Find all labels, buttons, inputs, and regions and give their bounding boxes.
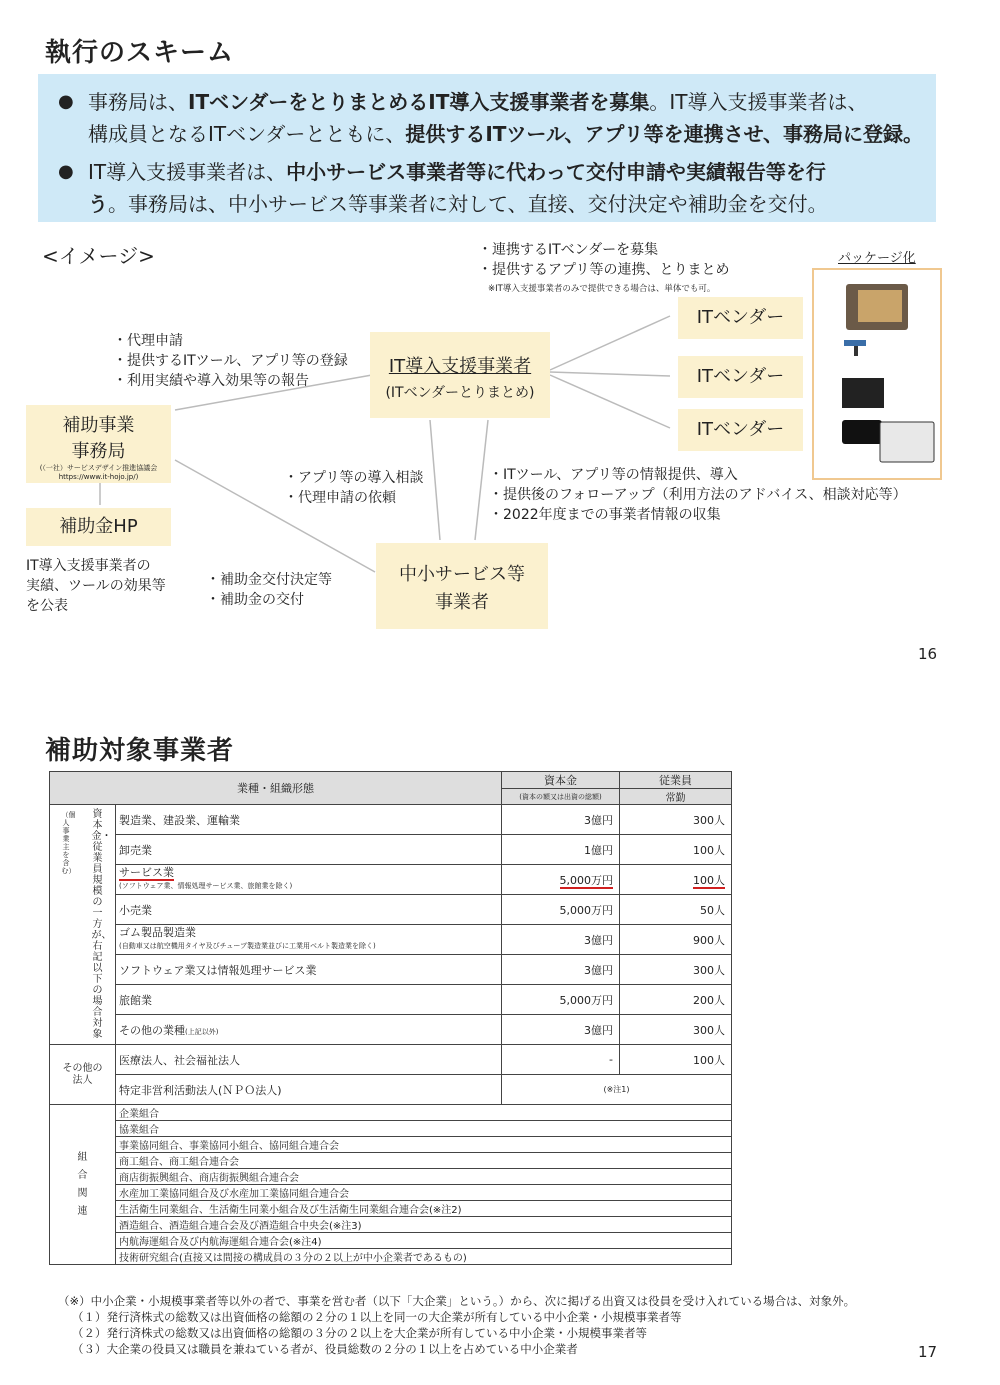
arrow-to-vendor-3: [550, 375, 670, 428]
arrow-support-sme-1: [430, 420, 440, 540]
footnote-1: （１）発行済株式の総数又は出資価格の総額の２分の１以上を同一の大企業が所有している中小企業・小規模事業者等: [72, 1310, 682, 1324]
bullet-2-part-3: 。事務局は、中小サービス等事業者に対して、直接、交付決定や補助金を交付。: [108, 192, 828, 216]
row-employees: 300人: [620, 955, 732, 985]
bullet-1-part-4: 提供するITツール、アプリ等を連携させ、事務局に登録。: [405, 122, 924, 146]
row-capital: 1億円: [502, 835, 620, 865]
row-capital: 5,000万円: [502, 895, 620, 925]
header-industry: 業種・組織形態: [50, 772, 502, 805]
row-cooperative: 企業組合: [116, 1105, 732, 1121]
bullet-1-part-1: ITベンダーをとりまとめるIT導入支援事業者を募集: [188, 90, 650, 114]
left-note-3: ・利用実績や導入効果等の報告: [113, 373, 309, 389]
support-provider-title: IT導入支援事業者: [388, 356, 532, 377]
row-medical: 医療法人、社会福祉法人: [116, 1045, 502, 1075]
arrow-support-sme-2: [475, 420, 488, 540]
row-industry: ゴム製品製造業 (自動車又は航空機用タイヤ及びチューブ製造業並びに工業用ベルト製造業を除く): [116, 925, 502, 955]
sme-line-2: 事業者: [435, 592, 489, 613]
header-capital: 資本金: [502, 772, 620, 789]
page-title-scheme: 執行のスキーム: [45, 38, 235, 68]
bullet-1-part-0: 事務局は、: [88, 90, 188, 114]
consult-note-1: ・アプリ等の導入相談: [284, 470, 424, 486]
grant-note-1: ・補助金交付決定等: [206, 572, 332, 588]
office-line-1: 補助事業: [62, 415, 135, 436]
row-cooperative: 協業組合: [116, 1121, 732, 1137]
support-provider-sub: (ITベンダーとりまとめ): [385, 385, 535, 401]
header-employees-sub: 常勤: [620, 789, 732, 805]
sme-line-1: 中小サービス等: [399, 564, 525, 585]
it-vendor-box-1: ITベンダー: [678, 297, 803, 339]
group-size-label: （個人事業主を含む） 資本金・従業員規模の一方が、右記以下の場合対象: [50, 805, 116, 1045]
row-industry: 製造業、建設業、運輸業: [116, 805, 502, 835]
footnote-2: （２）発行済株式の総数又は出資価格の総額の３分の２以上を大企業が所有している中小企業・小規模事業者等: [72, 1326, 647, 1340]
it-vendor-box-2: ITベンダー: [678, 356, 803, 398]
hp-note-1: IT導入支援事業者の: [26, 558, 151, 574]
row-capital: 3億円: [502, 925, 620, 955]
row-employees: 50人: [620, 895, 732, 925]
row-medical-capital: -: [502, 1045, 620, 1075]
image-label: <イメージ>: [42, 244, 155, 268]
row-industry: 卸売業: [116, 835, 502, 865]
office-line-2: 事務局: [71, 441, 126, 462]
row-cooperative: 生活衛生同業組合、生活衛生同業小組合及び生活衛生同業組合連合会(※注2): [116, 1201, 732, 1217]
row-capital: 5,000万円: [502, 985, 620, 1015]
row-industry: 小売業: [116, 895, 502, 925]
office-box: [26, 405, 171, 483]
eligibility-table: [49, 771, 732, 1265]
bullet-1-part-3: 構成員となるITベンダーとともに、: [88, 122, 406, 146]
header-capital-sub: (資本の額又は出資の総額): [502, 789, 620, 805]
it-vendor-box-3: ITベンダー: [678, 409, 803, 451]
row-cooperative: 技術研究組合(直接又は間接の構成員の３分の２以上が中小企業者であるもの): [116, 1249, 732, 1265]
row-employees: 100人: [620, 865, 732, 895]
row-medical-employees: 100人: [620, 1045, 732, 1075]
row-employees: 100人: [620, 835, 732, 865]
support-note-1: ・ITツール、アプリ等の情報提供、導入: [489, 467, 738, 483]
grant-note-2: ・補助金の交付: [206, 592, 304, 608]
row-employees: 300人: [620, 805, 732, 835]
bullet-dot-icon: ●: [58, 91, 74, 112]
hp-note-2: 実績、ツールの効果等: [26, 578, 166, 594]
row-capital: 3億円: [502, 1015, 620, 1045]
sme-box: [376, 543, 548, 629]
bullet-1-part-2: 。IT導入支援事業者は、: [649, 90, 868, 114]
support-provider-box: [370, 332, 550, 418]
bullet-2-part-2: う: [88, 192, 108, 216]
row-cooperative: 商工組合、商工組合連合会: [116, 1153, 732, 1169]
row-industry: サービス業 (ソフトウェア業、情報処理サービス業、旅館業を除く): [116, 865, 502, 895]
bullet-dot-icon: ●: [58, 161, 74, 182]
header-employees: 従業員: [620, 772, 732, 789]
row-npo: 特定非営利活動法人(ＮＰＯ法人): [116, 1075, 502, 1105]
support-note-2: ・提供後のフォローアップ（利用方法のアドバイス、相談対応等）: [489, 487, 907, 503]
hp-box: 補助金HP: [26, 508, 171, 546]
row-capital: 3億円: [502, 955, 620, 985]
row-cooperative: 事業協同組合、事業協同小組合、協同組合連合会: [116, 1137, 732, 1153]
office-url: https://www.it-hojo.jp/): [58, 473, 139, 481]
group-other-label: その他の 法人: [50, 1045, 116, 1105]
page-title-eligible: 補助対象事業者: [45, 736, 235, 766]
row-capital: 5,000万円: [502, 865, 620, 895]
row-employees: 900人: [620, 925, 732, 955]
support-note-3: ・2022年度までの事業者情報の収集: [489, 507, 721, 523]
page-number-17: 17: [918, 1343, 938, 1361]
group-cooperative-label: 組合関連: [50, 1105, 116, 1265]
bullet-2-part-0: IT導入支援事業者は、: [88, 160, 287, 184]
bullet-2-part-1: 中小サービス事業者等に代わって交付申請や実績報告等を行: [286, 160, 826, 184]
vendor-small-note: ※IT導入支援事業者のみで提供できる場合は、単体でも可。: [488, 284, 716, 294]
row-cooperative: 内航海運組合及び内航海運組合連合会(※注4): [116, 1233, 732, 1249]
package-label: パッケージ化: [838, 251, 916, 266]
page-number-16: 16: [918, 645, 938, 663]
row-industry: 旅館業: [116, 985, 502, 1015]
arrow-to-vendor-2: [550, 372, 670, 376]
vendor-note-1: ・連携するITベンダーを募集: [478, 242, 659, 258]
vendor-note-2: ・提供するアプリ等の連携、とりまとめ: [478, 262, 730, 278]
row-employees: 300人: [620, 1015, 732, 1045]
row-npo-note: (※注1): [502, 1075, 732, 1105]
row-cooperative: 水産加工業協同組合及び水産加工業協同組合連合会: [116, 1185, 732, 1201]
row-cooperative: 商店街振興組合、商店街振興組合連合会: [116, 1169, 732, 1185]
row-capital: 3億円: [502, 805, 620, 835]
arrow-to-vendor-1: [550, 316, 670, 370]
footnote-3: （３）大企業の役員又は職員を兼ねている者が、役員総数の２分の１以上を占めている中小企業者: [72, 1342, 578, 1356]
row-industry: その他の業種(上記以外): [116, 1015, 502, 1045]
left-note-2: ・提供するITツール、アプリ等の登録: [113, 353, 348, 369]
row-cooperative: 酒造組合、酒造組合連合会及び酒造組合中央会(※注3): [116, 1217, 732, 1233]
row-employees: 200人: [620, 985, 732, 1015]
row-industry: ソフトウェア業又は情報処理サービス業: [116, 955, 502, 985]
office-org: (（一社）サービスデザイン推進協議会: [39, 464, 158, 472]
left-note-1: ・代理申請: [113, 333, 183, 349]
consult-note-2: ・代理申請の依頼: [284, 490, 396, 506]
footnote-main: （※）中小企業・小規模事業者等以外の者で、事業を営む者（以下「大企業」という。）から、次に掲げる出資又は役員を受け入れている場合は、対象外。: [58, 1294, 856, 1308]
hp-note-3: を公表: [26, 598, 68, 614]
